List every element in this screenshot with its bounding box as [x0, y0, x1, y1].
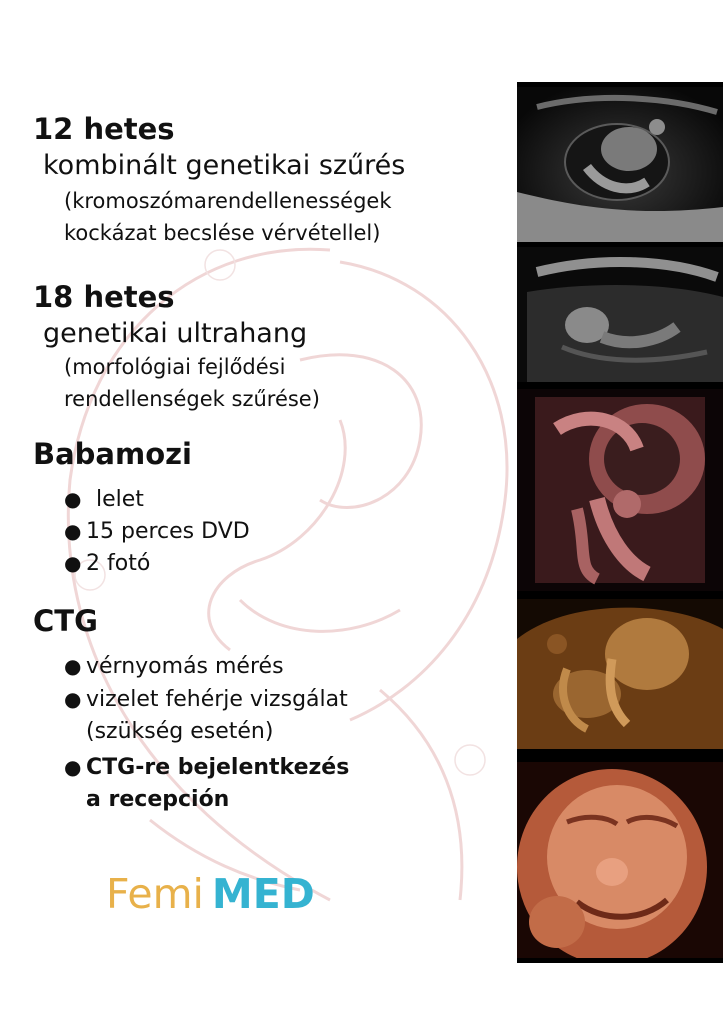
section-18-week-title: 18 hetes — [33, 280, 175, 314]
section-18-week-note-line1: (morfológiai fejlődési — [64, 355, 286, 379]
section-12-week-subtitle: kombinált genetikai szűrés — [43, 150, 406, 181]
section-18-week-note-line2: rendellenségek szűrése) — [64, 387, 320, 411]
bullet-icon: ● — [64, 687, 82, 711]
section-12-week-title: 12 hetes — [33, 112, 175, 146]
logo-part-femi: Femi — [106, 870, 204, 918]
bullet-icon: ● — [64, 551, 82, 575]
bullet-icon: ● — [64, 654, 82, 678]
list-item: ● vizelet fehérje vizsgálat — [64, 687, 348, 712]
logo-part-med: MED — [211, 870, 315, 918]
3d-red-ultrasound-image — [517, 389, 723, 591]
section-babamozi-title: Babamozi — [33, 437, 192, 471]
section-12-week-note-line1: (kromoszómarendellenességek — [64, 189, 392, 213]
list-item: ● CTG-re bejelentkezés — [64, 755, 350, 780]
list-item-continuation: (szükség esetén) — [86, 719, 274, 744]
section-ctg-title: CTG — [33, 604, 98, 638]
list-item: ● 15 perces DVD — [64, 519, 250, 544]
ultrasound-image-strip — [517, 82, 723, 963]
bullet-icon: ● — [64, 487, 82, 511]
list-item: ● lelet — [64, 487, 144, 512]
list-item: ● 2 fotó — [64, 551, 151, 576]
section-12-week-note-line2: kockázat becslése vérvétellel) — [64, 221, 381, 245]
list-item: ● vérnyomás mérés — [64, 654, 284, 679]
list-item-continuation: a recepción — [86, 787, 230, 812]
bullet-icon: ● — [64, 755, 82, 779]
12-week-ultrasound-image — [517, 87, 723, 242]
3d-sepia-ultrasound-image — [517, 599, 723, 749]
18-week-ultrasound-image — [517, 247, 723, 382]
4d-face-ultrasound-image — [517, 762, 723, 958]
femimed-logo — [106, 870, 315, 918]
section-18-week-subtitle: genetikai ultrahang — [43, 318, 308, 349]
bullet-icon: ● — [64, 519, 82, 543]
